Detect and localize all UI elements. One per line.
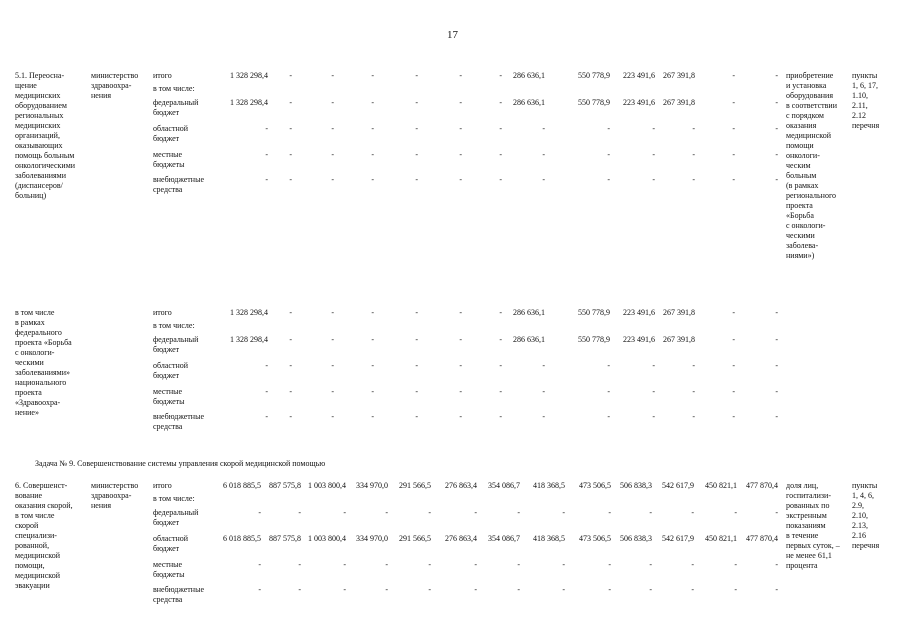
table-cell: 6 018 885,5 [223, 534, 261, 543]
table-cell: - [415, 412, 418, 421]
table-cell: 418 368,5 [533, 481, 565, 490]
table-cell: - [371, 175, 374, 184]
table-cell: - [607, 175, 610, 184]
table-cell: - [258, 560, 261, 569]
table-cell: - [499, 361, 502, 370]
table-cell: - [542, 387, 545, 396]
table-cell: - [499, 175, 502, 184]
table-cell: - [428, 560, 431, 569]
row-label: итого [153, 71, 172, 80]
table-cell: - [649, 585, 652, 594]
table-cell: - [732, 98, 735, 107]
table-cell: - [343, 560, 346, 569]
table-cell: - [415, 71, 418, 80]
table-cell: - [732, 175, 735, 184]
federal-project-name: в том числе в рамках федерального проекта «Борьба с онкологи- ческими заболеваниями» национального проекта «Здравоохра- нение» [15, 308, 72, 417]
measure-6-points: пункты 1, 4, 6, 2.9, 2.10, 2.13, 2.16 перечня [852, 481, 880, 550]
table-cell: - [371, 98, 374, 107]
table-cell: 473 506,5 [579, 534, 611, 543]
table-cell: - [499, 98, 502, 107]
row-label: внебюджетные средства [153, 175, 204, 194]
table-cell: - [265, 387, 268, 396]
task-heading: Задача № 9. Совершенствование системы управления скорой медицинской помощью [35, 459, 326, 468]
table-cell: 550 778,9 [578, 308, 610, 317]
row-label: итого [153, 308, 172, 317]
table-cell: 887 575,8 [269, 534, 301, 543]
table-cell: - [652, 124, 655, 133]
table-cell: 542 617,9 [662, 534, 694, 543]
measure-6-executor: министерство здравоохра- нения [91, 481, 139, 510]
table-cell: - [459, 335, 462, 344]
table-cell: - [734, 585, 737, 594]
table-cell: - [562, 508, 565, 517]
table-cell: 286 636,1 [513, 98, 545, 107]
table-cell: - [607, 412, 610, 421]
row-label: в том числе: [153, 494, 195, 503]
table-cell: 450 821,1 [705, 481, 737, 490]
table-cell: 506 838,3 [620, 534, 652, 543]
table-cell: 286 636,1 [513, 335, 545, 344]
table-cell: 223 491,6 [623, 98, 655, 107]
table-cell: - [775, 150, 778, 159]
table-cell: 267 391,8 [663, 335, 695, 344]
table-cell: - [652, 412, 655, 421]
table-cell: - [265, 150, 268, 159]
row-label: в том числе: [153, 84, 195, 93]
table-cell: - [331, 387, 334, 396]
table-cell: - [459, 361, 462, 370]
table-cell: - [298, 560, 301, 569]
table-cell: - [734, 560, 737, 569]
table-cell: - [371, 412, 374, 421]
table-cell: 1 328 298,4 [230, 308, 268, 317]
table-cell: - [775, 308, 778, 317]
table-cell: - [499, 412, 502, 421]
table-cell: - [331, 308, 334, 317]
table-cell: - [459, 71, 462, 80]
table-cell: - [607, 361, 610, 370]
table-cell: - [732, 150, 735, 159]
table-cell: - [692, 361, 695, 370]
table-cell: - [734, 508, 737, 517]
row-label: местные бюджеты [153, 387, 185, 406]
table-cell: 1 003 800,4 [308, 481, 346, 490]
table-cell: - [608, 508, 611, 517]
table-cell: - [289, 308, 292, 317]
table-cell: - [289, 361, 292, 370]
table-cell: - [562, 585, 565, 594]
table-cell: - [652, 175, 655, 184]
table-cell: 418 368,5 [533, 534, 565, 543]
row-label: внебюджетные средства [153, 412, 204, 431]
table-cell: 276 863,4 [445, 481, 477, 490]
measure-5-1-executor: министерство здравоохра- нения [91, 71, 139, 100]
table-cell: - [692, 412, 695, 421]
table-cell: - [415, 308, 418, 317]
table-cell: - [542, 412, 545, 421]
page-number: 17 [447, 29, 458, 41]
measure-6-goal: доля лиц, госпитализи- рованных по экстренным показаниям в течение первых суток, – не менее 61,1 процента [786, 481, 840, 570]
table-cell: - [331, 98, 334, 107]
table-cell: - [652, 150, 655, 159]
table-cell: - [415, 150, 418, 159]
table-cell: - [331, 124, 334, 133]
table-cell: - [331, 412, 334, 421]
row-label: местные бюджеты [153, 560, 185, 579]
row-label: федеральный бюджет [153, 335, 199, 354]
table-cell: - [298, 508, 301, 517]
table-cell: 1 328 298,4 [230, 335, 268, 344]
table-cell: - [385, 560, 388, 569]
table-cell: - [775, 335, 778, 344]
table-cell: 267 391,8 [663, 308, 695, 317]
table-cell: - [331, 150, 334, 159]
table-cell: 354 086,7 [488, 534, 520, 543]
row-label: местные бюджеты [153, 150, 185, 169]
table-cell: - [775, 71, 778, 80]
table-cell: - [775, 361, 778, 370]
table-cell: 286 636,1 [513, 71, 545, 80]
table-cell: - [692, 150, 695, 159]
table-cell: - [775, 412, 778, 421]
table-cell: - [692, 124, 695, 133]
table-cell: 450 821,1 [705, 534, 737, 543]
row-label: внебюджетные средства [153, 585, 204, 604]
measure-5-1-name: 5.1. Переосна- щение медицинских оборудованием региональных медицинских организаций, оказывающих помощь больным онкологическими заболеваниями (диспансеров/ больниц) [15, 71, 76, 200]
table-cell: - [371, 124, 374, 133]
table-cell: 550 778,9 [578, 335, 610, 344]
table-cell: 223 491,6 [623, 308, 655, 317]
table-cell: - [371, 335, 374, 344]
table-cell: - [499, 124, 502, 133]
table-cell: - [607, 150, 610, 159]
table-cell: - [459, 412, 462, 421]
table-cell: - [258, 585, 261, 594]
table-cell: - [608, 585, 611, 594]
table-cell: - [331, 71, 334, 80]
table-cell: - [499, 71, 502, 80]
table-cell: - [474, 560, 477, 569]
table-cell: - [608, 560, 611, 569]
table-cell: - [542, 150, 545, 159]
table-cell: 1 003 800,4 [308, 534, 346, 543]
table-cell: - [289, 150, 292, 159]
table-cell: 291 566,5 [399, 481, 431, 490]
row-label: областной бюджет [153, 361, 189, 380]
table-cell: - [298, 585, 301, 594]
table-cell: - [459, 98, 462, 107]
measure-6-name: 6. Совершенст- вование оказания скорой, в том числе скорой специализи- рованной, медицинской помощи, медицинской эвакуации [15, 481, 73, 590]
table-cell: - [499, 308, 502, 317]
row-label: в том числе: [153, 321, 195, 330]
table-cell: - [652, 387, 655, 396]
table-cell: 291 566,5 [399, 534, 431, 543]
table-cell: - [371, 308, 374, 317]
table-cell: 506 838,3 [620, 481, 652, 490]
table-cell: - [415, 98, 418, 107]
table-cell: - [459, 150, 462, 159]
table-cell: 286 636,1 [513, 308, 545, 317]
table-cell: - [692, 387, 695, 396]
table-cell: - [331, 175, 334, 184]
table-cell: 1 328 298,4 [230, 98, 268, 107]
table-cell: 223 491,6 [623, 335, 655, 344]
table-cell: - [517, 560, 520, 569]
table-cell: - [415, 335, 418, 344]
table-cell: - [415, 361, 418, 370]
table-cell: 477 870,4 [746, 534, 778, 543]
table-cell: - [499, 150, 502, 159]
row-label: областной бюджет [153, 124, 189, 143]
table-cell: - [474, 508, 477, 517]
table-cell: - [775, 175, 778, 184]
table-cell: - [415, 124, 418, 133]
table-cell: - [371, 150, 374, 159]
table-cell: 473 506,5 [579, 481, 611, 490]
table-cell: - [691, 560, 694, 569]
table-cell: - [691, 585, 694, 594]
table-cell: 542 617,9 [662, 481, 694, 490]
table-cell: - [371, 387, 374, 396]
table-cell: - [732, 124, 735, 133]
table-cell: - [775, 508, 778, 517]
table-cell: - [415, 387, 418, 396]
table-cell: - [415, 175, 418, 184]
table-cell: 334 970,0 [356, 534, 388, 543]
table-cell: - [258, 508, 261, 517]
table-cell: - [459, 308, 462, 317]
table-cell: - [331, 335, 334, 344]
table-cell: - [691, 508, 694, 517]
table-cell: - [649, 508, 652, 517]
table-cell: - [732, 308, 735, 317]
table-cell: 6 018 885,5 [223, 481, 261, 490]
row-label: федеральный бюджет [153, 508, 199, 527]
row-label: областной бюджет [153, 534, 189, 553]
table-cell: - [775, 560, 778, 569]
table-cell: - [289, 175, 292, 184]
table-cell: - [542, 361, 545, 370]
table-cell: - [607, 387, 610, 396]
table-cell: - [775, 585, 778, 594]
table-cell: - [542, 175, 545, 184]
table-cell: - [289, 387, 292, 396]
table-cell: - [517, 508, 520, 517]
table-cell: - [732, 412, 735, 421]
table-cell: - [459, 175, 462, 184]
table-cell: - [428, 508, 431, 517]
table-cell: - [692, 175, 695, 184]
table-cell: - [343, 508, 346, 517]
table-cell: - [459, 124, 462, 133]
table-cell: - [517, 585, 520, 594]
table-cell: - [265, 412, 268, 421]
table-cell: - [289, 98, 292, 107]
table-cell: - [289, 412, 292, 421]
table-cell: - [499, 387, 502, 396]
measure-5-1-points: пункты 1, 6, 17, 1.10, 2.11, 2.12 перечня [852, 71, 880, 130]
table-cell: 276 863,4 [445, 534, 477, 543]
table-cell: - [385, 508, 388, 517]
table-cell: - [289, 124, 292, 133]
table-cell: - [265, 124, 268, 133]
table-cell: - [652, 361, 655, 370]
table-cell: - [732, 361, 735, 370]
table-cell: - [385, 585, 388, 594]
table-cell: 550 778,9 [578, 98, 610, 107]
table-cell: - [265, 175, 268, 184]
table-cell: 354 086,7 [488, 481, 520, 490]
table-cell: - [371, 71, 374, 80]
table-cell: - [649, 560, 652, 569]
table-cell: 887 575,8 [269, 481, 301, 490]
table-cell: - [499, 335, 502, 344]
measure-5-1-goal: приобретение и установка оборудования в соответствии с порядком оказания медицинской помощи онкологи- ческим больным (в рамках регионального проекта «Борьба с онкологи- ческими заболева- ниями») [786, 71, 837, 260]
table-cell: - [542, 124, 545, 133]
table-cell: - [331, 361, 334, 370]
table-cell: 1 328 298,4 [230, 71, 268, 80]
table-cell: - [775, 98, 778, 107]
table-cell: - [459, 387, 462, 396]
table-cell: - [775, 387, 778, 396]
table-cell: - [775, 124, 778, 133]
table-cell: 267 391,8 [663, 98, 695, 107]
table-cell: - [265, 361, 268, 370]
table-cell: - [371, 361, 374, 370]
table-cell: - [289, 335, 292, 344]
table-cell: - [428, 585, 431, 594]
table-cell: - [562, 560, 565, 569]
table-cell: - [607, 124, 610, 133]
table-cell: - [289, 71, 292, 80]
table-cell: 550 778,9 [578, 71, 610, 80]
table-cell: - [732, 71, 735, 80]
row-label: федеральный бюджет [153, 98, 199, 117]
table-cell: - [732, 335, 735, 344]
table-cell: 334 970,0 [356, 481, 388, 490]
table-cell: 267 391,8 [663, 71, 695, 80]
row-label: итого [153, 481, 172, 490]
table-cell: - [474, 585, 477, 594]
table-cell: - [343, 585, 346, 594]
table-cell: 223 491,6 [623, 71, 655, 80]
table-cell: 477 870,4 [746, 481, 778, 490]
table-cell: - [732, 387, 735, 396]
